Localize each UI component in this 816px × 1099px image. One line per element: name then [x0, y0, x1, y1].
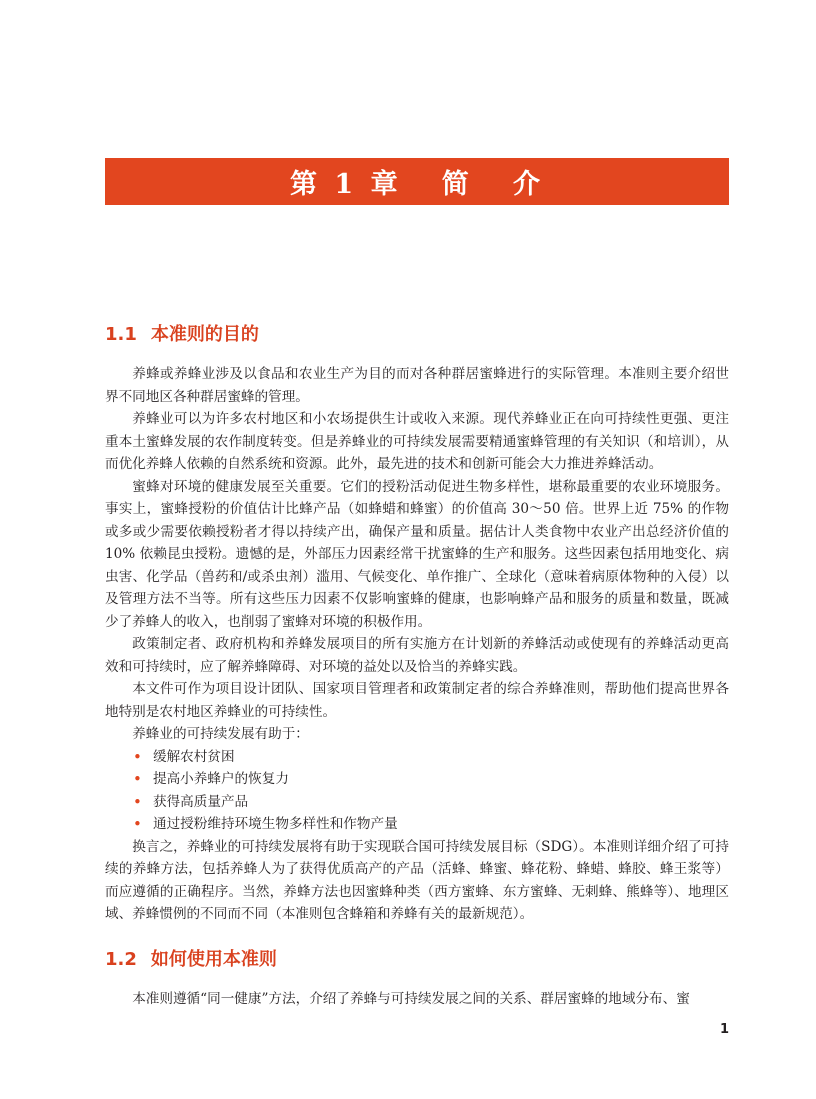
list-item: [133, 746, 729, 769]
benefits-list: [105, 746, 729, 836]
list-item: [133, 813, 729, 836]
bullet-icon: •: [133, 792, 142, 811]
paragraph: 养蜂业的可持续发展有助于：: [132, 726, 309, 742]
list-item-text: 通过授粉维持环境生物多样性和作物产量: [153, 816, 398, 832]
paragraph: 本准则遵循“同一健康”方法，介绍了养蜂与可持续发展之间的关系、群居蜜蜂的地域分布、蜜: [132, 991, 690, 1007]
page-number: 1: [719, 1022, 729, 1037]
section-1-1-body: [105, 363, 729, 926]
section-title: 本准则的目的: [150, 324, 259, 345]
list-item: [133, 791, 729, 814]
chapter-banner: [105, 158, 729, 205]
section-heading-1-2: [105, 945, 277, 971]
bullet-icon: •: [133, 815, 142, 833]
list-item-text: 缓解农村贫困: [153, 748, 235, 765]
paragraph: 养蜂业可以为许多农村地区和小农场提供生计或收入来源。现代养蜂业正在向可持续性更强、更注重本土蜜蜂发展的农作制度转变。但是养蜂业的可持续发展需要精通蜜蜂管理的有关知识（和培训），从而优化养蜂人依赖的自然系统和资源。此外，最先进的技术和创新可能会大力推进养蜂活动。: [105, 411, 729, 472]
paragraph: 养蜂或养蜂业涉及以食品和农业生产为目的而对各种群居蜜蜂进行的实际管理。本准则主要介绍世界不同地区各种群居蜜蜂的管理。: [105, 366, 729, 405]
bullet-icon: •: [133, 770, 142, 788]
paragraph: 本文件可作为项目设计团队、国家项目管理者和政策制定者的综合养蜂准则，帮助他们提高世界各地特别是农村地区养蜂业的可持续性。: [105, 681, 729, 720]
section-title: 如何使用本准则: [150, 949, 277, 970]
section-heading-1-1: [105, 320, 259, 346]
section-number: 1.2: [105, 949, 137, 970]
section-number: 1.1: [105, 324, 137, 345]
list-item: [133, 768, 729, 791]
paragraph: 蜜蜂对环境的健康发展至关重要。它们的授粉活动促进生物多样性，堪称最重要的农业环境服务。事实上，蜜蜂授粉的价值估计比蜂产品（如蜂蜡和蜂蜜）的价值高 30～50 倍。世界上近 75% 的作物或多或少需要依赖授粉者才得以持续产出，确保产量和质量。据估计人类食物中农业产出总经济价值的 10% 依赖昆虫授粉。遗憾的是，外部压力因素经常干扰蜜蜂的生产和服务。这些因素包括用地变化、病虫害、化学品（兽药和/或杀虫剂）滥用、气候变化、单作推广、全球化（意味着病原体物种的入侵）以及管理方法不当等。所有这些压力因素不仅影响蜜蜂的健康，也影响蜂产品和服务的质量和数量，既减少了养蜂人的收入，也削弱了蜜蜂对环境的积极作用。: [105, 478, 729, 630]
list-item-text: 获得高质量产品: [153, 793, 249, 810]
paragraph: 政策制定者、政府机构和养蜂发展项目的所有实施方在计划新的养蜂活动或使现有的养蜂活动更高效和可持续时，应了解养蜂障碍、对环境的益处以及恰当的养蜂实践。: [105, 636, 729, 675]
list-item-text: 提高小养蜂户的恢复力: [153, 771, 289, 787]
paragraph: 换言之，养蜂业的可持续发展将有助于实现联合国可持续发展目标（SDG）。本准则详细介绍了可持续的养蜂方法，包括养蜂人为了获得优质高产的产品（活蜂、蜂蜜、蜂花粉、蜂蜡、蜂胶、蜂王浆等）而应遵循的正确程序。当然，养蜂方法也因蜜蜂种类（西方蜜蜂、东方蜜蜂、无刺蜂、熊蜂等）、地理区域、养蜂惯例的不同而不同（本准则包含蜂箱和养蜂有关的最新规范）。: [105, 838, 729, 922]
section-1-2-body: [105, 988, 729, 1011]
bullet-icon: •: [133, 747, 142, 766]
chapter-title: 第 1 章 简 介: [290, 169, 544, 200]
